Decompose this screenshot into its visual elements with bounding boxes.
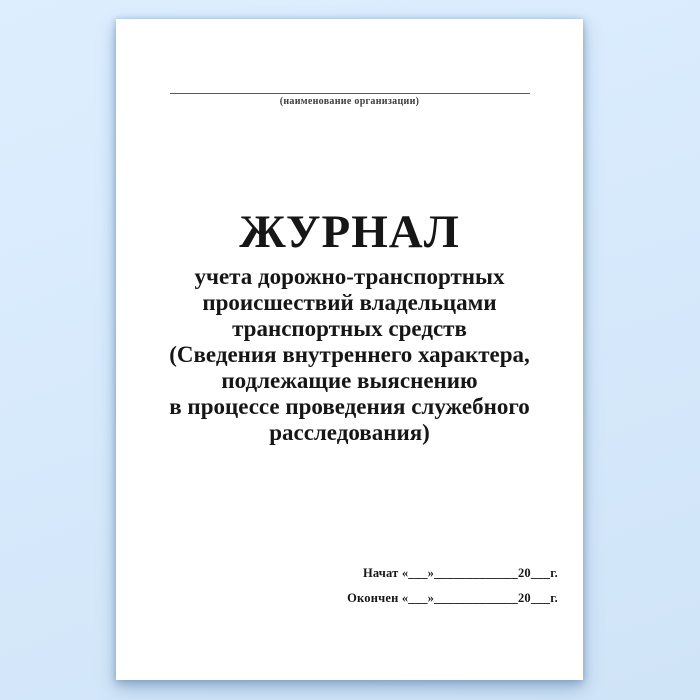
subtitle-line: транспортных средств	[232, 316, 467, 341]
subtitle-line: расследования)	[269, 420, 430, 445]
date-finished-line: Окончен «___»_____________20___г.	[347, 591, 558, 605]
subtitle-line: (Сведения внутреннего характера,	[169, 342, 530, 367]
organization-name-block	[116, 93, 583, 107]
dates-block	[347, 567, 558, 617]
subtitle-line: учета дорожно-транспортных	[194, 264, 505, 289]
organization-name-rule	[170, 93, 530, 94]
date-started-line: Начат «___»_____________20___г.	[362, 566, 558, 580]
title-block	[116, 205, 583, 446]
subtitle-line: в процессе проведения служебного	[169, 394, 530, 419]
organization-name-caption: (наименование организации)	[279, 96, 420, 107]
journal-cover-page	[116, 19, 583, 680]
subtitle-line: подлежащие выяснению	[221, 368, 478, 393]
journal-title: ЖУРНАЛ	[239, 206, 460, 258]
journal-subtitle	[116, 264, 583, 446]
subtitle-line: происшествий владельцами	[202, 290, 497, 315]
